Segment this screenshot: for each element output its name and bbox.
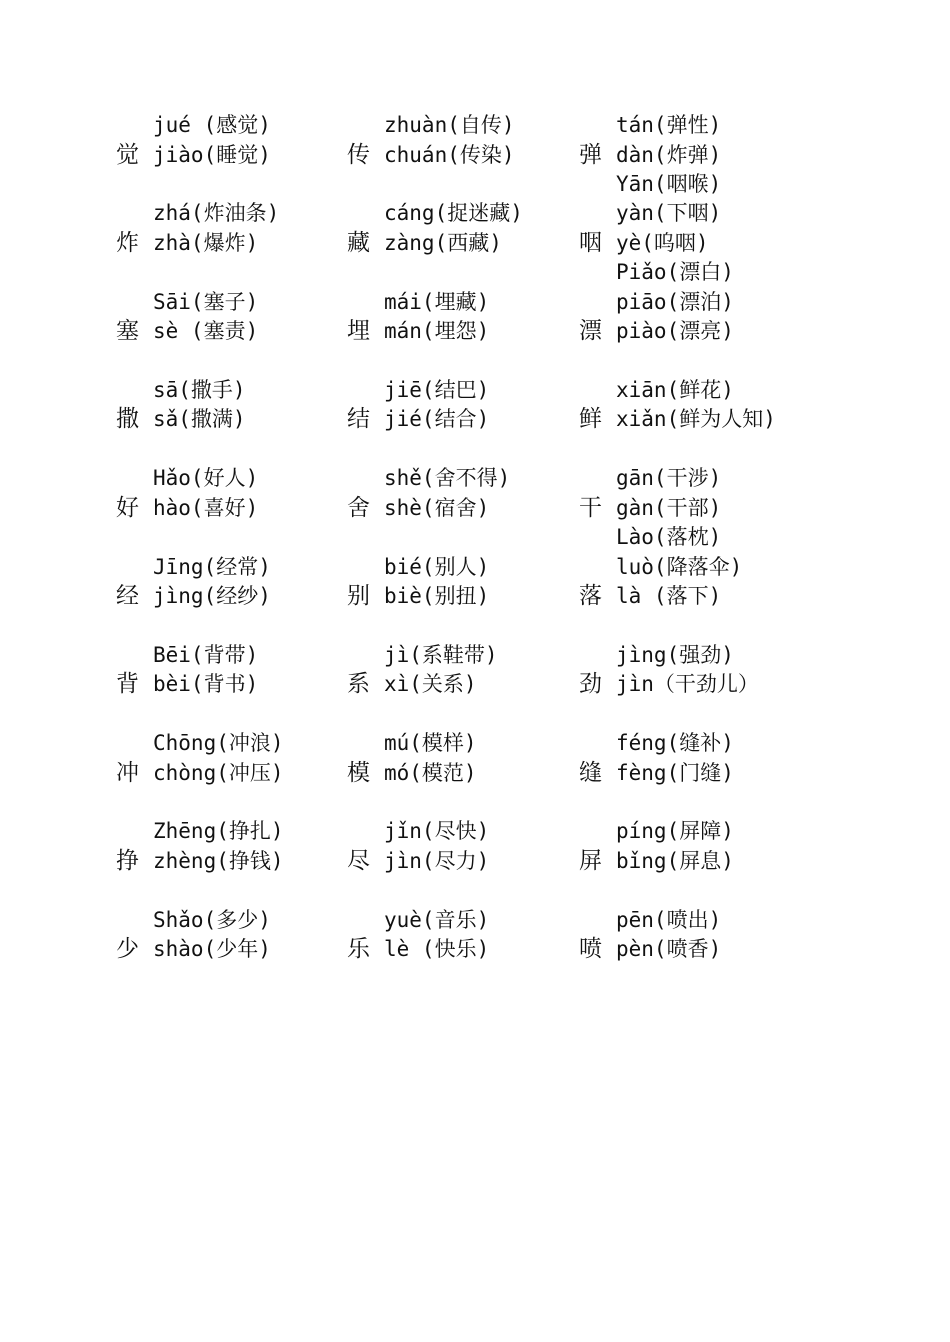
pinyin-reading: jìng(强劲): [616, 642, 734, 667]
pinyin-reading: Yān(咽喉): [616, 171, 722, 196]
pinyin-reading: piāo(漂泊): [616, 289, 734, 314]
pinyin-reading: luò(降落伞): [616, 554, 743, 579]
polyphone-entry: [347, 553, 577, 612]
pinyin-reading: dàn(炸弹): [616, 142, 722, 167]
reading-list: [384, 376, 577, 435]
pinyin-reading: shè(宿舍): [384, 495, 490, 520]
polyphone-entry: [116, 111, 346, 170]
reading-list: [384, 111, 577, 170]
reading-list: [153, 111, 346, 170]
polyphone-entry: [347, 199, 577, 258]
polyphone-entry: [116, 906, 346, 965]
pinyin-reading: zhuàn(自传): [384, 113, 515, 137]
polyphone-entry: [116, 641, 346, 700]
pinyin-reading: lè (快乐): [384, 937, 490, 962]
pinyin-reading: biè(别扭): [384, 584, 490, 608]
reading-list: [384, 199, 577, 258]
reading-list: [616, 258, 809, 347]
polyphone-char: 模: [347, 759, 370, 786]
polyphone-char: 背: [116, 671, 139, 698]
pinyin-reading: Bēi(背带): [153, 642, 259, 667]
reading-list: [616, 523, 809, 612]
pinyin-reading: gàn(干部): [616, 495, 722, 520]
pinyin-reading: jìng(经纱): [153, 584, 271, 608]
reading-list: [153, 817, 346, 876]
polyphone-char: 结: [347, 406, 370, 433]
pinyin-reading: bǐng(屏息): [616, 848, 734, 873]
pinyin-reading: zhèng(挣钱): [153, 848, 284, 873]
polyphone-entry: [347, 641, 577, 700]
reading-list: [384, 641, 577, 700]
pinyin-reading: féng(缝补): [616, 731, 734, 756]
polyphone-char: 传: [347, 141, 370, 168]
polyphone-entry: [579, 523, 809, 612]
pinyin-reading: xì(关系): [384, 672, 477, 697]
polyphone-entry: [579, 729, 809, 788]
pinyin-reading: píng(屏障): [616, 819, 734, 844]
reading-list: [616, 729, 809, 788]
pinyin-reading: jìn（干劲儿）: [616, 672, 759, 697]
polyphone-entry: [116, 553, 346, 612]
reading-list: [616, 906, 809, 965]
polyphone-entry: [347, 464, 577, 523]
polyphone-entry: [579, 258, 809, 347]
pinyin-reading: chuán(传染): [384, 142, 515, 167]
pinyin-reading: xiān(鲜花): [616, 377, 734, 402]
polyphone-entry: [116, 729, 346, 788]
reading-list: [384, 553, 577, 612]
pinyin-reading: zàng(西藏): [384, 230, 502, 255]
polyphone-char: 埋: [347, 318, 370, 345]
polyphone-char: 觉: [116, 141, 139, 168]
reading-list: [616, 376, 809, 435]
pinyin-reading: tán(弹性): [616, 113, 722, 137]
polyphone-entry: [579, 641, 809, 700]
pinyin-reading: jǐn(尽快): [384, 819, 490, 844]
polyphone-char: 挣: [116, 847, 139, 874]
pinyin-reading: Chōng(冲浪): [153, 731, 284, 756]
polyphone-char: 尽: [347, 847, 370, 874]
pinyin-reading: mú(模样): [384, 731, 477, 756]
reading-list: [153, 288, 346, 347]
reading-list: [153, 199, 346, 258]
pinyin-reading: zhá(炸油条): [153, 201, 280, 226]
polyphone-entry: [347, 817, 577, 876]
pinyin-reading: yuè(音乐): [384, 907, 490, 932]
polyphone-entry: [347, 906, 577, 965]
polyphone-entry: [579, 376, 809, 435]
polyphone-char: 弹: [579, 141, 602, 168]
pinyin-reading: jìn(尽力): [384, 848, 490, 873]
polyphone-char: 别: [347, 583, 370, 609]
polyphone-entry: [579, 817, 809, 876]
polyphone-char: 少: [116, 936, 139, 963]
pinyin-reading: jié(结合): [384, 407, 490, 432]
polyphone-entry: [579, 170, 809, 259]
polyphone-entry: [116, 199, 346, 258]
reading-list: [384, 906, 577, 965]
polyphone-char: 乐: [347, 936, 370, 963]
pinyin-reading: Piǎo(漂白): [616, 260, 734, 285]
polyphone-char: 冲: [116, 759, 139, 786]
polyphone-char: 塞: [116, 318, 139, 345]
polyphone-char: 落: [579, 583, 602, 609]
pinyin-reading: jiē(结巴): [384, 377, 490, 402]
pinyin-reading: yè(呜咽): [616, 230, 709, 255]
polyphone-char: 缝: [579, 759, 602, 786]
pinyin-reading: Zhēng(挣扎): [153, 819, 284, 844]
polyphone-char: 喷: [579, 936, 602, 963]
polyphone-entry: [116, 288, 346, 347]
pinyin-reading: jiào(睡觉): [153, 142, 271, 167]
pinyin-reading: pēn(喷出): [616, 907, 722, 932]
pinyin-reading: Lào(落枕): [616, 525, 722, 549]
polyphone-entry: [347, 288, 577, 347]
reading-list: [153, 376, 346, 435]
pinyin-reading: piào(漂亮): [616, 319, 734, 344]
reading-list: [384, 729, 577, 788]
polyphone-char: 劲: [579, 671, 602, 698]
polyphone-char: 屏: [579, 847, 602, 874]
reading-list: [616, 641, 809, 700]
pinyin-reading: zhà(爆炸): [153, 230, 259, 255]
pinyin-reading: shě(舍不得): [384, 466, 511, 491]
pinyin-reading: jué (感觉): [153, 113, 271, 137]
polyphone-entry: [116, 464, 346, 523]
polyphone-entry: [579, 464, 809, 523]
pinyin-reading: sā(撒手): [153, 377, 246, 402]
reading-list: [153, 729, 346, 788]
polyphone-char: 舍: [347, 494, 370, 521]
polyphone-entry: [347, 111, 577, 170]
reading-list: [384, 817, 577, 876]
reading-list: [384, 288, 577, 347]
pinyin-reading: yàn(下咽): [616, 201, 722, 226]
polyphone-entry: [579, 111, 809, 170]
polyphone-entry: [116, 817, 346, 876]
pinyin-reading: chòng(冲压): [153, 760, 284, 785]
polyphone-char: 咽: [579, 229, 602, 256]
pinyin-reading: mán(埋怨): [384, 319, 490, 344]
pinyin-reading: jì(系鞋带): [384, 642, 498, 667]
polyphone-entry: [579, 906, 809, 965]
polyphone-entry: [347, 376, 577, 435]
polyphone-char: 系: [347, 671, 370, 698]
pinyin-reading: Sāi(塞子): [153, 289, 259, 314]
reading-list: [616, 464, 809, 523]
pinyin-reading: là (落下): [616, 584, 722, 608]
pinyin-reading: mó(模范): [384, 760, 477, 785]
polyphone-char: 好: [116, 494, 139, 521]
pinyin-reading: gān(干涉): [616, 466, 722, 491]
reading-list: [384, 464, 577, 523]
pinyin-reading: Shǎo(多少): [153, 907, 271, 932]
pinyin-reading: bèi(背书): [153, 672, 259, 697]
pinyin-reading: pèn(喷香): [616, 937, 722, 962]
polyphone-char: 撒: [116, 406, 139, 433]
pinyin-reading: sǎ(撒满): [153, 407, 246, 432]
pinyin-reading: Hǎo(好人): [153, 466, 259, 491]
pinyin-reading: fèng(门缝): [616, 760, 734, 785]
reading-list: [616, 111, 809, 170]
polyphone-char: 藏: [347, 229, 370, 256]
reading-list: [153, 464, 346, 523]
polyphone-char: 经: [116, 583, 139, 609]
pinyin-reading: hào(喜好): [153, 495, 259, 520]
reading-list: [616, 817, 809, 876]
pinyin-reading: Jīng(经常): [153, 554, 271, 579]
polyphone-entry: [347, 729, 577, 788]
reading-list: [616, 170, 809, 259]
pinyin-reading: mái(埋藏): [384, 289, 490, 314]
polyphone-char: 干: [579, 494, 602, 521]
pinyin-reading: bié(别人): [384, 554, 490, 579]
polyphone-char: 漂: [579, 318, 602, 345]
pinyin-reading: xiǎn(鲜为人知): [616, 407, 776, 432]
pinyin-reading: sè (塞责): [153, 319, 259, 344]
reading-list: [153, 906, 346, 965]
pinyin-reading: cáng(捉迷藏): [384, 201, 523, 226]
reading-list: [153, 641, 346, 700]
polyphone-char: 炸: [116, 229, 139, 256]
reading-list: [153, 553, 346, 612]
pinyin-reading: shào(少年): [153, 937, 271, 962]
polyphone-char: 鲜: [579, 406, 602, 433]
polyphone-entry: [116, 376, 346, 435]
